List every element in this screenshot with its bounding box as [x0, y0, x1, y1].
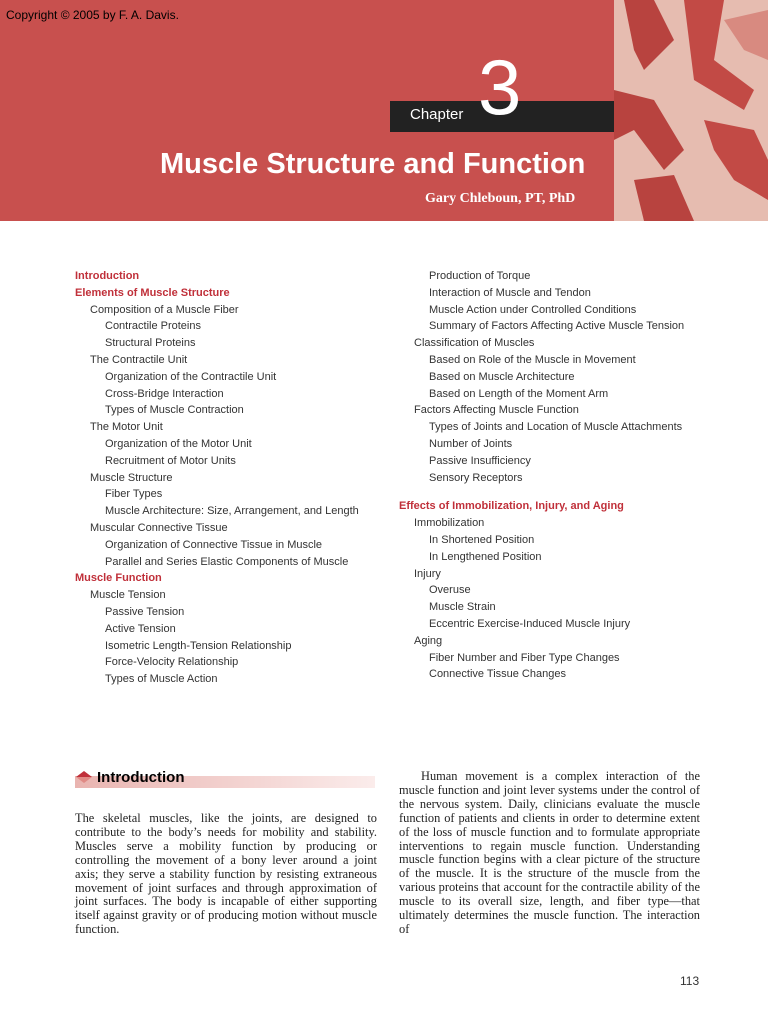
toc-entry: Based on Role of the Muscle in Movement [429, 353, 636, 366]
toc-section-heading: Elements of Muscle Structure [75, 286, 230, 299]
runner-legs-image [614, 0, 768, 221]
toc-entry: Classification of Muscles [414, 337, 535, 350]
toc-entry: Isometric Length-Tension Relationship [105, 639, 292, 652]
toc-entry: Muscle Structure [90, 471, 173, 484]
toc-entry: Sensory Receptors [429, 471, 523, 484]
section-heading: Introduction [97, 769, 185, 786]
toc-entry: Recruitment of Motor Units [105, 454, 236, 467]
toc-entry: Summary of Factors Affecting Active Muscle Tension [429, 320, 685, 333]
toc-entry: Muscle Architecture: Size, Arrangement, and Length [105, 505, 359, 518]
toc-entry: Composition of a Muscle Fiber [90, 303, 239, 316]
toc-entry: In Lengthened Position [429, 550, 542, 563]
toc-section-heading: Introduction [75, 270, 140, 282]
introduction-heading [75, 768, 375, 788]
toc-entry: Immobilization [414, 517, 485, 530]
toc-entry: Muscle Strain [429, 601, 496, 614]
toc-entry: Overuse [429, 584, 471, 597]
toc-entry: Structural Proteins [105, 337, 196, 350]
toc-entry: Factors Affecting Muscle Function [414, 404, 579, 417]
toc-entry: Muscular Connective Tissue [90, 521, 228, 534]
toc-entry: Connective Tissue Changes [429, 668, 566, 681]
toc-entry: The Contractile Unit [90, 353, 188, 366]
toc-entry: Contractile Proteins [105, 320, 201, 333]
toc-section-heading: Effects of Immobilization, Injury, and Aging [399, 500, 624, 513]
toc-section-heading: Muscle Function [75, 572, 162, 585]
toc-entry: Organization of the Contractile Unit [105, 370, 277, 383]
toc-entry: Passive Tension [105, 605, 185, 618]
toc-entry: Injury [414, 567, 441, 580]
toc-right-column [399, 268, 729, 683]
toc-entry: Active Tension [105, 622, 176, 635]
toc-spacer [399, 486, 729, 498]
toc-entry: Muscle Action under Controlled Conditions [429, 303, 637, 316]
chapter-label: Chapter [410, 106, 464, 123]
intro-paragraph-right: Human movement is a complex interaction of the muscle function and joint lever systems under the control of the nervous system. Daily, clinicians evaluate the muscle function of patients and clients in order to determine extent of the loss of muscle function and to formulate appropriate interventions to regain muscle function. Understanding muscle function begins with a clear picture of the structure of the muscle. It is the structure of the muscle from the various proteins that account for the contractile ability of the muscle to its overall size, length, and fiber type—that ultimately determines the muscle function. The interaction of [399, 769, 700, 936]
toc-entry: Types of Muscle Action [105, 673, 218, 686]
toc-entry: In Shortened Position [429, 533, 535, 546]
toc-entry: Number of Joints [429, 437, 513, 450]
toc-entry: Types of Joints and Location of Muscle Attachments [429, 421, 683, 434]
toc-entry: The Motor Unit [90, 421, 163, 434]
chapter-author: Gary Chleboun, PT, PhD [425, 191, 576, 206]
chapter-banner [0, 0, 768, 221]
page-number: 113 [680, 974, 700, 988]
intro-paragraph-left: The skeletal muscles, like the joints, are designed to contribute to the body’s needs for mobility and stability. Muscles serve a mobility function by producing or controlling the movement of a bony lever around a joint axis; they serve a stability function by resisting extraneous movement of joint surfaces and through approximation of joint surfaces. The body is incapable of either supporting itself against gravity or of producing motion without muscle function. [75, 811, 377, 937]
chapter-number: 3 [478, 43, 522, 131]
toc-entry: Fiber Number and Fiber Type Changes [429, 651, 620, 664]
chapter-title: Muscle Structure and Function [160, 148, 586, 180]
toc-entry: Types of Muscle Contraction [105, 404, 244, 417]
toc-entry: Production of Torque [429, 270, 531, 282]
toc-entry: Cross-Bridge Interaction [105, 387, 224, 400]
toc-entry: Fiber Types [105, 488, 163, 501]
toc-entry: Parallel and Series Elastic Components of Muscle [105, 555, 349, 568]
toc-entry: Passive Insufficiency [429, 454, 531, 467]
runner-illustration [614, 0, 768, 221]
toc-left-column [75, 268, 395, 688]
toc-entry: Aging [414, 634, 443, 647]
diamond-bullet-icon [75, 770, 93, 784]
toc-entry: Interaction of Muscle and Tendon [429, 286, 591, 299]
toc-entry: Based on Muscle Architecture [429, 370, 575, 383]
toc-entry: Muscle Tension [90, 589, 166, 602]
toc-entry: Organization of Connective Tissue in Muscle [105, 538, 323, 551]
toc-entry: Organization of the Motor Unit [105, 437, 252, 450]
toc-entry: Eccentric Exercise-Induced Muscle Injury [429, 617, 631, 630]
toc-entry: Based on Length of the Moment Arm [429, 387, 609, 400]
copyright-notice: Copyright © 2005 by F. A. Davis. [6, 8, 179, 22]
toc-entry: Force-Velocity Relationship [105, 656, 239, 669]
